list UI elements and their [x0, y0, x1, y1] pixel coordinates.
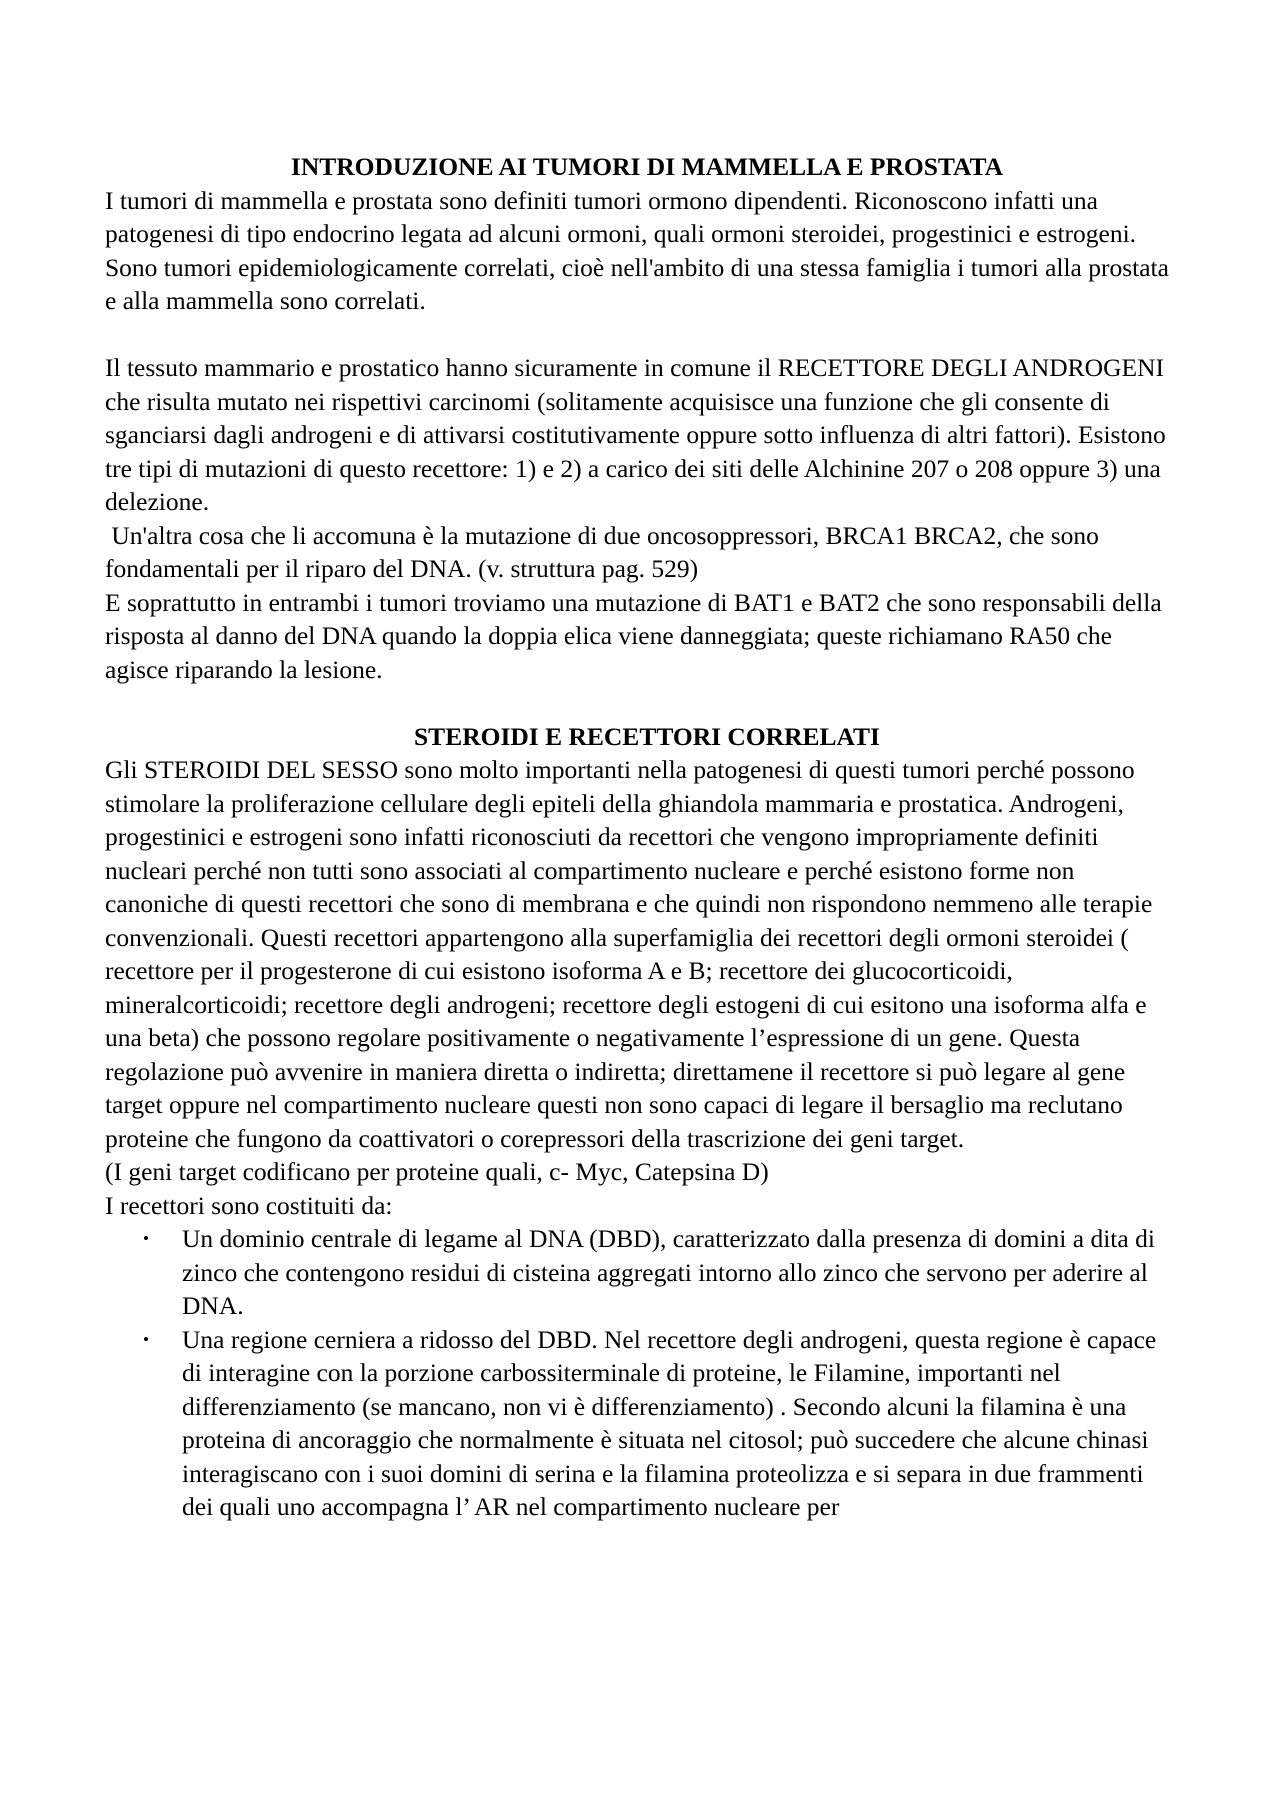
receptor-domain-list [105, 1222, 1175, 1524]
paragraph-steroids: Gli STEROIDI DEL SESSO sono molto importanti nella patogenesi di questi tumori perché possono stimolare la proliferazione cellulare degli epiteli della ghiandola mammaria e prostatica. Androgeni, progestinici e estrogeni sono infatti riconosciuti da recettori che vengono impropriamente definiti nucleari perché non tutti sono associati al compartimento nucleare e perché esistono forme non canoniche di questi recettori che sono di membrana e che quindi non rispondono nemmeno alle terapie convenzionali. Questi recettori appartengono alla superfamiglia dei recettori degli ormoni steroidei ( recettore per il progesterone di cui esistono isoforma A e B; recettore dei glucocorticoidi, mineralcorticoidi; recettore degli androgeni; recettore degli estogeni di cui esitono una isoforma alfa e una beta) che possono regolare positivamente o negativamente l’espressione di un gene. Questa regolazione può avvenire in maniera diretta o indiretta; direttamene il recettore si può legare al gene target oppure nel compartimento nucleare questi non sono capaci di legare il bersaglio ma reclutano proteine che fungono da coattivatori o corepressori della trascrizione dei geni target. [105, 755, 1153, 1153]
section-heading-steroids: STEROIDI E RECETTORI CORRELATI [414, 721, 880, 751]
paragraph-receptor-composition: I recettori sono costituiti da: [105, 1190, 393, 1220]
list-item-text: Una regione cerniera a ridosso del DBD. Nel recettore degli androgeni, questa regione è capace di interagine con la porzione carbossiterminale di proteine, le Filamine, importanti nel differenziamento (se mancano, non vi è differenziamento) . Secondo alcuni la filamina è una proteina di ancoraggio che normalmente è situata nel citosol; può succedere che alcune chinasi interagiscano con i suoi domini di serina e la filamina proteolizza e si separa in due frammenti dei quali uno accompagna l’ AR nel compartimento nucleare per [182, 1324, 1157, 1521]
bullet-icon: • [143, 1329, 149, 1349]
list-item [105, 1222, 1175, 1323]
document-page [105, 150, 1175, 1524]
paragraph-intro: I tumori di mammella e prostata sono definiti tumori ormono dipendenti. Riconoscono infatti una patogenesi di tipo endocrino legata ad alcuni ormoni, quali ormoni steroidei, progestinici e estrogeni. Sono tumori epidemiologicamente correlati, cioè nell'ambito di una stessa famiglia i tumori alla prostata e alla mammella sono correlati. [105, 185, 1169, 315]
bullet-icon: • [143, 1229, 149, 1248]
section-heading-introduction: INTRODUZIONE AI TUMORI DI MAMMELLA E PROSTATA [290, 152, 1004, 181]
paragraph-target-genes: (I geni target codificano per proteine quali, c- Myc, Catepsina D) [105, 1157, 769, 1186]
paragraph-brca: Un'altra cosa che li accomuna è la mutazione di due oncosoppressori, BRCA1 BRCA2, che sono fondamentali per il riparo del DNA. (v. struttura pag. 529) [105, 520, 1106, 583]
list-item-text: Un dominio centrale di legame al DNA (DBD), caratterizzato dalla presenza di domini a dita di zinco che contengono residui di cisteina aggregati intorno allo zinco che servono per aderire al DNA. [182, 1224, 1155, 1320]
paragraph-spacer [105, 686, 1175, 720]
paragraph-bat: E soprattutto in entrambi i tumori troviamo una mutazione di BAT1 e BAT2 che sono responsabili della risposta al danno del DNA quando la doppia elica viene danneggiata; queste richiamano RA50 che agisce riparando la lesione. [105, 587, 1162, 684]
list-item [105, 1323, 1175, 1524]
paragraph-androgen-receptor: Il tessuto mammario e prostatico hanno sicuramente in comune il RECETTORE DEGLI ANDROGENI che risulta mutato nei rispettivi carcinomi (solitamente acquisisce una funzione che gli consente di sganciarsi dagli androgeni e di attivarsi costitutivamente oppure sotto influenza di altri fattori). Esistono tre tipi di mutazioni di questo recettore: 1) e 2) a carico dei siti delle Alchinine 207 o 208 oppure 3) una delezione. [105, 353, 1166, 516]
paragraph-spacer [105, 318, 1175, 352]
